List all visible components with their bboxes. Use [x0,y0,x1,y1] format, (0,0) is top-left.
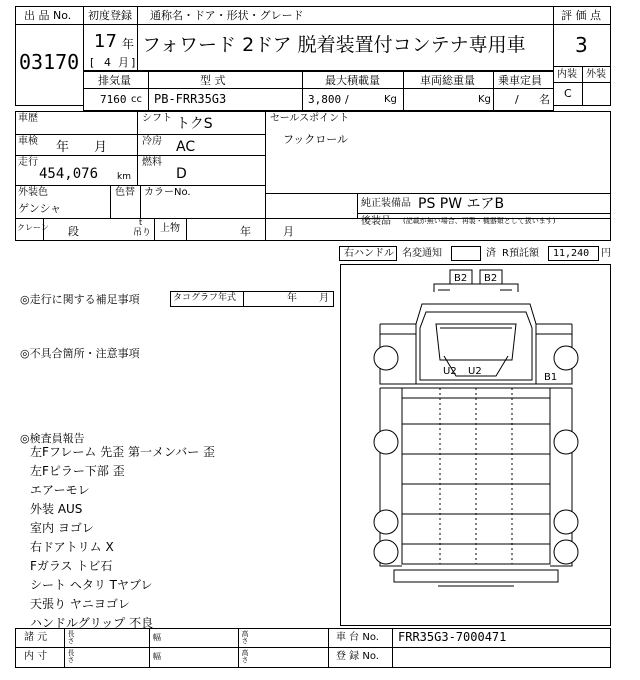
first-reg-year: 17 [94,31,117,52]
registration-label: 登 録 No. [336,651,379,662]
mileage-label: 走行 [18,157,38,168]
r-deposit-value: 11,240 [553,248,590,259]
history-label: 車歴 [18,113,38,124]
ext-color-label: 外装色 [18,187,48,198]
lot-number-label: 出 品 No. [24,9,72,22]
ac-label: 冷房 [142,136,162,147]
equipment-label: 純正装備品 [361,198,411,209]
driving-notes-label: ◎走行に関する補足事項 [20,293,140,306]
inspector-item: 右ドアトリム X [30,540,114,554]
first-reg-month: 4 [104,56,111,69]
r-deposit-label: R預託額 [502,248,539,259]
score-label: 評 価 点 [561,9,601,22]
upper-month: 月 [283,225,294,238]
inspector-item: ハンドルグリップ 不良 [30,616,154,630]
equipment-value: PS PW エアB [418,196,505,212]
upper-year: 年 [240,225,251,238]
truck-diagram [340,264,611,626]
inspector-item: エアーモレ [30,483,90,497]
width-label: 幅 [153,633,161,642]
tachograph-label: タコグラフ年式 [173,293,237,303]
first-reg-month-unit: 月 [118,56,129,69]
inspection-year-unit: 年 [56,140,70,155]
gross-weight-unit: Kg [478,94,491,105]
r-deposit-unit: 円 [601,248,611,259]
shift-value: トクS [176,116,213,132]
tachograph-year: 年 [287,293,297,304]
sales-points-label: セールスポイント [270,113,350,124]
inspection-label: 車検 [18,136,38,147]
aftermarket-note: (記載が無い場合、再製・機器類として扱います) [403,217,556,225]
max-load-label: 最大積載量 [325,74,380,87]
check-label: 済 [486,248,496,259]
damage-mark: B2 [484,273,498,284]
width-label: 幅 [153,652,161,661]
inspection-month-unit: 月 [94,140,108,155]
length-label: 長さ [67,649,75,663]
model-code-label: 型 式 [200,74,226,87]
crane-hang: 吊り [133,228,152,238]
damage-mark: B1 [544,372,558,383]
mileage-unit: km [117,172,131,182]
inspector-item: 室内 ヨゴレ [30,521,94,535]
damage-mark: U2 [443,366,457,377]
inner-dims-row-label: 内 寸 [24,651,48,662]
ext-color: ゲンシャ [18,202,62,215]
score-value: 3 [575,33,588,57]
model-name: フォワード 2ドア 脱着装置付コンテナ専用車 [142,34,526,56]
capacity-label: 乗車定員 [498,74,542,87]
sales-points: フックロール [283,133,349,146]
shift-label: シフト [142,113,172,124]
chassis-number: FRR35G3-7000471 [398,630,507,644]
inspector-item: 外装 AUS [30,502,83,516]
displacement-unit: cc [131,94,142,105]
crane-stage: 段 [68,225,79,238]
mileage-value: 454,076 [39,166,99,182]
specs-row-label: 諸 元 [24,632,48,643]
model-code: PB-FRR35G3 [154,92,227,106]
fuel-label: 燃料 [142,157,162,168]
color-change-label: 色替 [115,187,135,198]
damage-mark: B2 [454,273,468,284]
upper-label: 上物 [160,223,180,234]
chassis-label: 車 台 No. [336,632,379,643]
ac-value: AC [176,139,196,155]
inspector-item: 左Fフレーム 先歪 第一メンバー 歪 [30,445,216,459]
model-name-label: 通称名・ドア・形状・グレード [150,9,304,22]
inspector-item: Fガラス トビ石 [30,559,113,573]
first-reg-year-unit: 年 [122,37,135,51]
lot-number: 03170 [19,50,80,74]
footer-table [15,628,611,668]
crane-label: クレーン [17,223,49,232]
length-label: 長さ [67,630,75,644]
inspector-item: シート ヘタリ Tヤブレ [30,578,153,592]
crane-ton: t [139,218,143,227]
inspector-report-label: ◎検査員報告 [20,432,85,445]
fuel-value: D [176,166,187,182]
first-registration-label: 初度登録 [88,9,132,22]
inspector-item: 天張り ヤニヨゴレ [30,597,130,611]
name-change-box [451,246,481,261]
max-load-unit: Kg [384,94,397,105]
color-code-label: カラーNo. [144,187,191,198]
displacement-value: 7160 [100,93,127,106]
aftermarket-label: 後装品 [361,216,391,227]
displacement-label: 排気量 [98,74,131,87]
defects-label: ◎不具合箇所・注意事項 [20,347,140,360]
interior-label: 内装 [557,69,577,80]
gross-weight-label: 車両総重量 [420,74,475,87]
height-label: 高さ [241,630,249,644]
inspector-item: 左Fピラー下部 歪 [30,464,125,478]
name-change-label: 名変通知 [402,248,442,259]
exterior-label: 外装 [586,69,606,80]
tachograph-month: 月 [319,293,329,304]
capacity-unit: 名 [539,93,550,106]
interior-score: C [564,87,572,100]
max-load-value: 3,800 [308,93,342,106]
damage-mark: U2 [468,366,482,377]
height-label: 高さ [241,649,249,663]
